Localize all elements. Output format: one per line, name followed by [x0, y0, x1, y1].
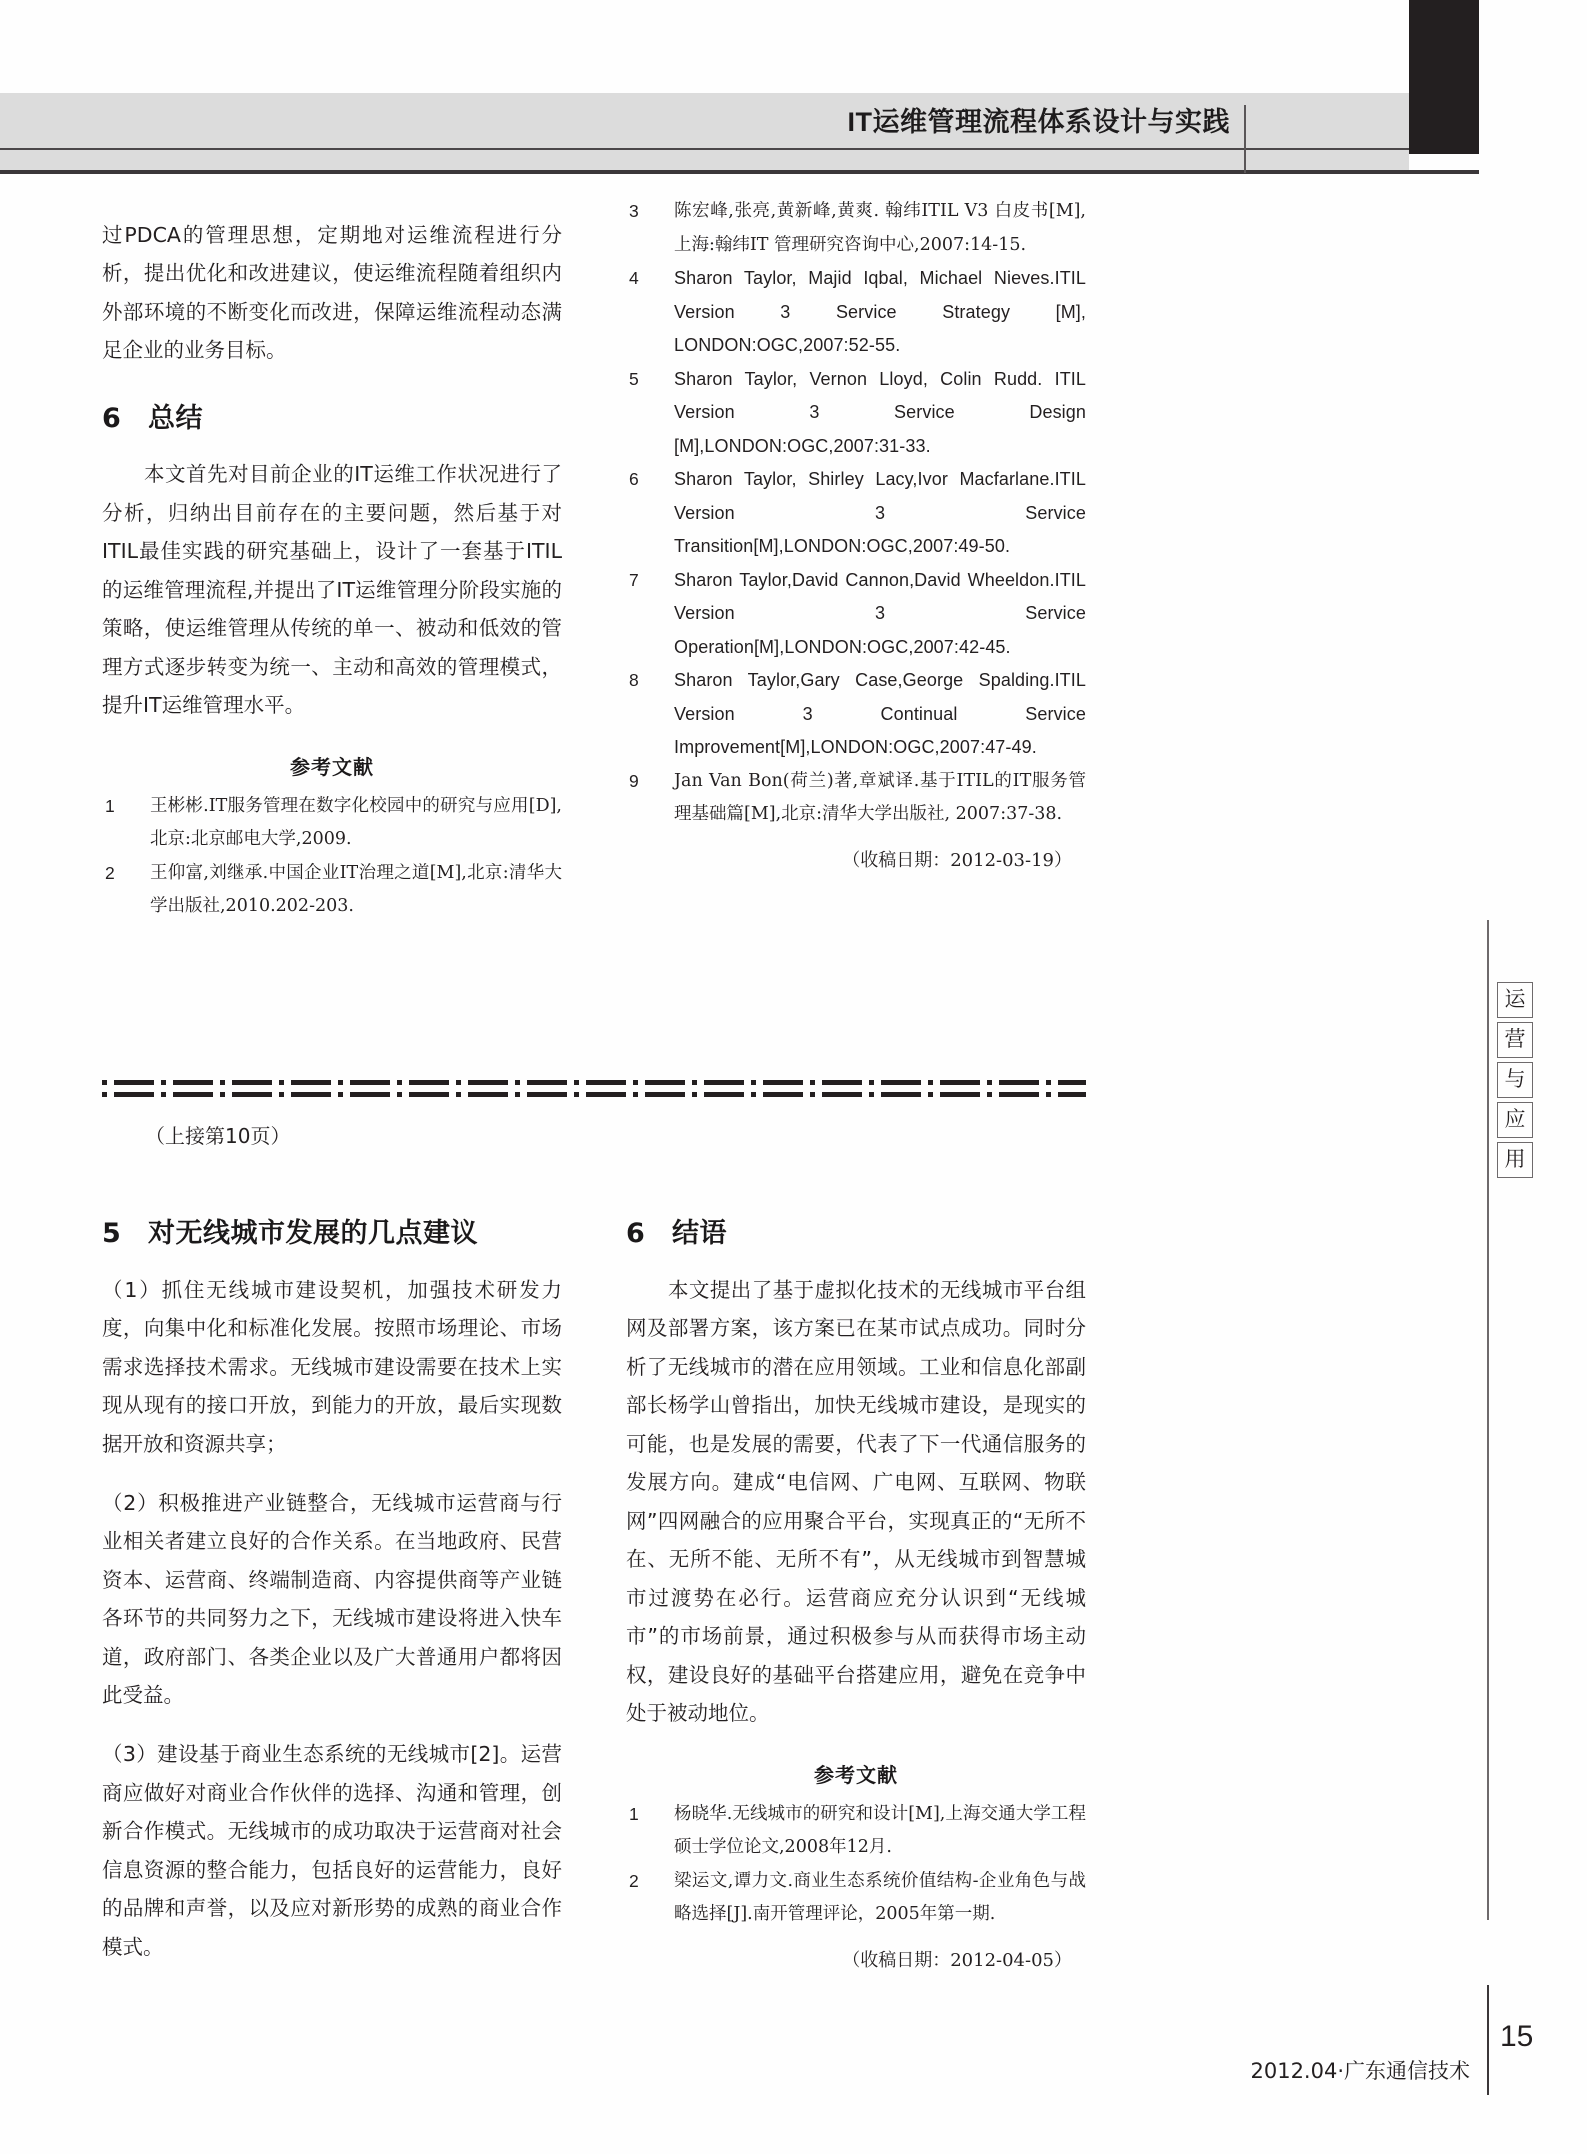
- reference-index: 3: [629, 201, 639, 221]
- section-title: 结语: [672, 1218, 727, 1249]
- reference-text: 王彬彬.IT服务管理在数字化校园中的研究与应用[D],北京:北京邮电大学,2009.: [150, 795, 562, 849]
- received-date-two: （收稿日期：2012-04-05）: [842, 1949, 1072, 1971]
- reference-index: 2: [105, 862, 115, 883]
- article-two-left-column: [102, 1185, 562, 1987]
- article-separator: [102, 1080, 1086, 1100]
- reference-text: Sharon Taylor, Shirley Lacy,Ivor Macfarlane.ITIL Version 3 Service Transition[M],LONDON:OGC,2007:49-50.: [674, 469, 1086, 556]
- running-head-rule-bottom: [0, 170, 1479, 174]
- reference-item: [102, 790, 562, 857]
- side-tab-char: 应: [1497, 1102, 1533, 1138]
- reference-item: [626, 262, 1086, 363]
- section-heading-summary: [102, 396, 562, 435]
- reference-item: [626, 363, 1086, 464]
- continued-paragraph: 过PDCA的管理思想，定期地对运维流程进行分析，提出优化和改进建议，使运维流程随着组织内外部环境的不断变化而改进，保障运维流程动态满足企业的业务目标。: [102, 222, 562, 362]
- side-tab-char: 运: [1497, 982, 1533, 1018]
- article-one-right-column: [626, 195, 1086, 872]
- section-number: 5: [102, 1218, 122, 1249]
- reference-index: 9: [629, 770, 639, 791]
- section-heading-conclusion: [626, 1211, 1086, 1250]
- corner-block: [1409, 0, 1479, 154]
- reference-item: [626, 1865, 1086, 1932]
- running-head-title: IT运维管理流程体系设计与实践: [847, 107, 1230, 137]
- references-list-one-continued: [626, 195, 1086, 832]
- reference-item: [626, 195, 1086, 262]
- summary-paragraph: 本文首先对目前企业的IT运维工作状况进行了分析，归纳出目前存在的主要问题，然后基于对ITIL最佳实践的研究基础上，设计了一套基于ITIL的运维管理流程,并提出了IT运维管理分阶段实施的策略，使运维管理从传统的单一、被动和低效的管理方式逐步转变为统一、主动和高效的管理模式，提升IT运维管理水平。: [102, 462, 562, 717]
- references-heading-two: 参考文献: [814, 1762, 898, 1787]
- received-date-one: （收稿日期：2012-03-19）: [842, 849, 1072, 871]
- suggestion-paragraph-1: （1）抓住无线城市建设契机，加强技术研发力度，向集中化和标准化发展。按照市场理论、市场需求选择技术需求。无线城市建设需要在技术上实现从现有的接口开放，到能力的开放，最后实现数据开放和资源共享；: [102, 1277, 562, 1456]
- reference-item: [626, 765, 1086, 832]
- separator-line-bottom: [102, 1092, 1086, 1097]
- reference-text: Sharon Taylor,David Cannon,David Wheeldon.ITIL Version 3 Service Operation[M],LONDON:OGC,2007:42-45.: [674, 569, 1086, 657]
- reference-text: 梁运文,谭力文.商业生态系统价值结构-企业角色与战略选择[J].南开管理评论，2005年第一期.: [674, 1870, 1086, 1924]
- article-two-right-column: [626, 1185, 1086, 1972]
- section-title: 对无线城市发展的几点建议: [148, 1218, 478, 1249]
- reference-text: Sharon Taylor, Vernon Lloyd, Colin Rudd. ITIL Version 3 Service Design [M],LONDON:OGC,2007:31-33.: [674, 368, 1086, 456]
- reference-item: [626, 1798, 1086, 1865]
- reference-index: 5: [629, 368, 639, 389]
- section-number: 6: [626, 1218, 646, 1249]
- reference-item: [626, 564, 1086, 665]
- reference-index: 1: [105, 795, 115, 816]
- side-tab: [1497, 982, 1535, 1182]
- reference-text: 王仰富,刘继承.中国企业IT治理之道[M],北京:清华大学出版社,2010.202-203.: [150, 862, 562, 916]
- footer-rule: [1487, 1985, 1489, 2095]
- side-tab-rule: [1487, 920, 1489, 1920]
- side-tab-char: 与: [1497, 1062, 1533, 1098]
- article-one-left-column: [102, 195, 562, 924]
- continued-from-note: （上接第10页）: [145, 1124, 291, 1148]
- running-head-divider-tick: [1244, 105, 1246, 173]
- reference-index: 4: [629, 268, 639, 288]
- reference-item: [102, 857, 562, 924]
- footer-journal-line: 2012.04·广东通信技术: [1250, 2059, 1470, 2083]
- page-number: 15: [1500, 2020, 1534, 2053]
- reference-text: Jan Van Bon(荷兰)著,章斌译.基于ITIL的IT服务管理基础篇[M],北京:清华大学出版社, 2007:37-38.: [674, 770, 1086, 824]
- reference-text: Sharon Taylor,Gary Case,George Spalding.ITIL Version 3 Continual Service Improvement[M],LONDON:OGC,2007:47-49.: [674, 670, 1086, 757]
- reference-text: 杨晓华.无线城市的研究和设计[M],上海交通大学工程硕士学位论文,2008年12月.: [674, 1803, 1086, 1857]
- reference-item: [626, 463, 1086, 564]
- section-heading-suggestions: [102, 1211, 562, 1250]
- suggestion-paragraph-3: （3）建设基于商业生态系统的无线城市[2]。运营商应做好对商业合作伙伴的选择、沟通和管理，创新合作模式。无线城市的成功取决于运营商对社会信息资源的整合能力，包括良好的运营能力，良好的品牌和声誉，以及应对新形势的成熟的商业合作模式。: [102, 1742, 562, 1959]
- reference-index: 7: [629, 569, 639, 590]
- side-tab-char: 用: [1497, 1142, 1533, 1178]
- reference-index: 1: [629, 1803, 639, 1824]
- suggestion-paragraph-2: （2）积极推进产业链整合，无线城市运营商与行业相关者建立良好的合作关系。在当地政府、民营资本、运营商、终端制造商、内容提供商等产业链各环节的共同努力之下，无线城市建设将进入快车道，政府部门、各类企业以及广大普通用户都将因此受益。: [102, 1490, 562, 1707]
- references-heading-one: 参考文献: [290, 754, 374, 779]
- references-list-one: [102, 790, 562, 924]
- reference-index: 6: [629, 469, 639, 489]
- side-tab-char: 营: [1497, 1022, 1533, 1058]
- reference-index: 8: [629, 670, 639, 690]
- separator-line-top: [102, 1080, 1086, 1085]
- reference-item: [626, 664, 1086, 765]
- reference-index: 2: [629, 1870, 639, 1891]
- running-head-band-lower: [0, 150, 1409, 172]
- reference-text: Sharon Taylor, Majid Iqbal, Michael Nieves.ITIL Version 3 Service Strategy [M], LONDON:OGC,2007:52-55.: [674, 268, 1086, 355]
- section-number: 6: [102, 402, 122, 434]
- conclusion-paragraph: 本文提出了基于虚拟化技术的无线城市平台组网及部署方案，该方案已在某市试点成功。同时分析了无线城市的潜在应用领域。工业和信息化部副部长杨学山曾指出，加快无线城市建设，是现实的可能，也是发展的需要，代表了下一代通信服务的发展方向。建成“电信网、广电网、互联网、物联网”四网融合的应用聚合平台，实现真正的“无所不在、无所不能、无所不有”，从无线城市到智慧城市过渡势在必行。运营商应充分认识到“无线城市”的市场前景，通过积极参与从而获得市场主动权，建设良好的基础平台搭建应用，避免在竞争中处于被动地位。: [626, 1277, 1086, 1725]
- reference-text: 陈宏峰,张亮,黄新峰,黄爽. 翰纬ITIL V3 白皮书[M], 上海:翰纬IT 管理研究咨询中心,2007:14-15.: [674, 201, 1086, 255]
- references-list-two: [626, 1798, 1086, 1932]
- section-title: 总结: [148, 402, 203, 434]
